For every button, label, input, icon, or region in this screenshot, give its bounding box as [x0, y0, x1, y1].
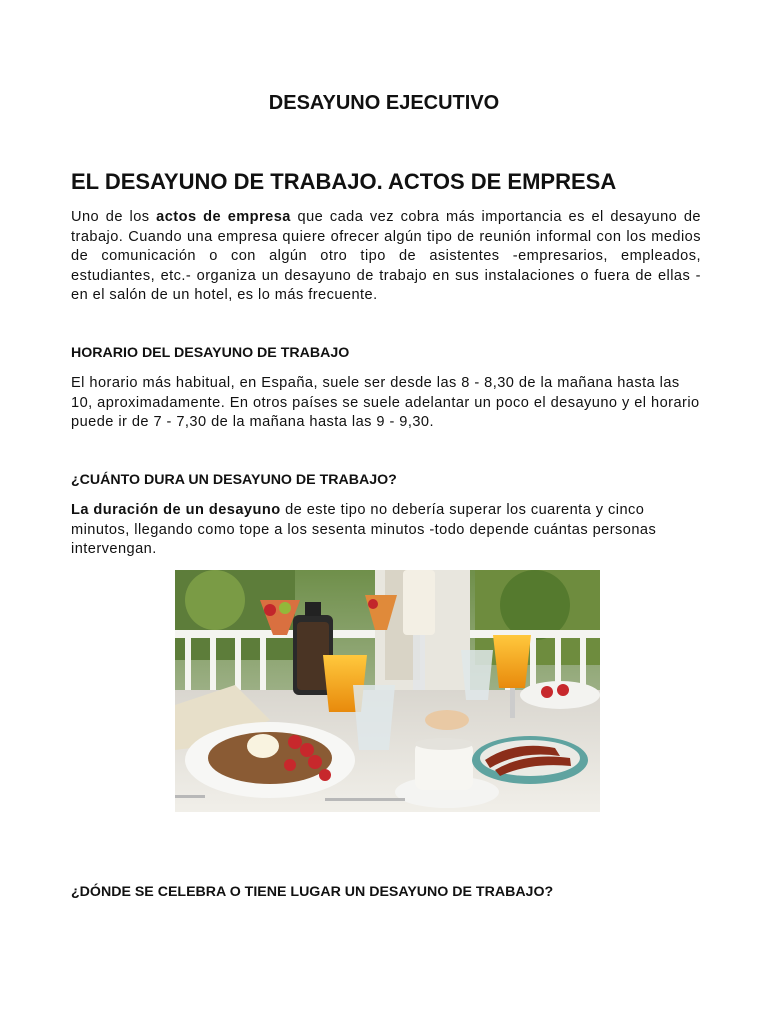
duration-text: de este tipo no debería superar los cuarenta y cinco minutos, llegando como tope a los sesenta minutos -todo depende cuántas personas intervengan. — [71, 502, 657, 557]
intro-text-end: que cada vez cobra más importancia es el desayuno de trabajo. Cuando una empresa quiere ofrecer algún tipo de reunión informal con los medios de comunicación o con algún otro tipo de asistentes -empresarios, empleados, estudiantes, etc.- organiza un desayuno de trabajo en sus instalaciones o fuera de ellas -en el salón de un hotel, es lo más frecuente. — [71, 209, 701, 303]
location-heading: ¿DÓNDE SE CELEBRA O TIENE LUGAR UN DESAYUNO DE TRABAJO? — [71, 884, 554, 900]
breakfast-photo — [175, 570, 600, 812]
intro-bold-term: actos de empresa — [156, 209, 291, 225]
duration-paragraph — [71, 501, 701, 560]
duration-heading: ¿CUÁNTO DURA UN DESAYUNO DE TRABAJO? — [71, 472, 397, 488]
document-title: DESAYUNO EJECUTIVO — [268, 92, 500, 114]
intro-paragraph — [71, 208, 701, 306]
intro-text-start: Uno de los — [71, 209, 157, 225]
schedule-heading: HORARIO DEL DESAYUNO DE TRABAJO — [71, 345, 350, 361]
duration-bold-term: La duración de un desayuno — [71, 502, 281, 518]
schedule-paragraph: El horario más habitual, en España, suele ser desde las 8 - 8,30 de la mañana hasta las 10, aproximadamente. En otros países se suele adelantar un poco el desayuno y el horario puede ir de 7 - 7,30 de la mañana hasta las 9 - 9,30. — [71, 375, 700, 430]
section-title: EL DESAYUNO DE TRABAJO. ACTOS DE EMPRESA — [71, 169, 617, 194]
